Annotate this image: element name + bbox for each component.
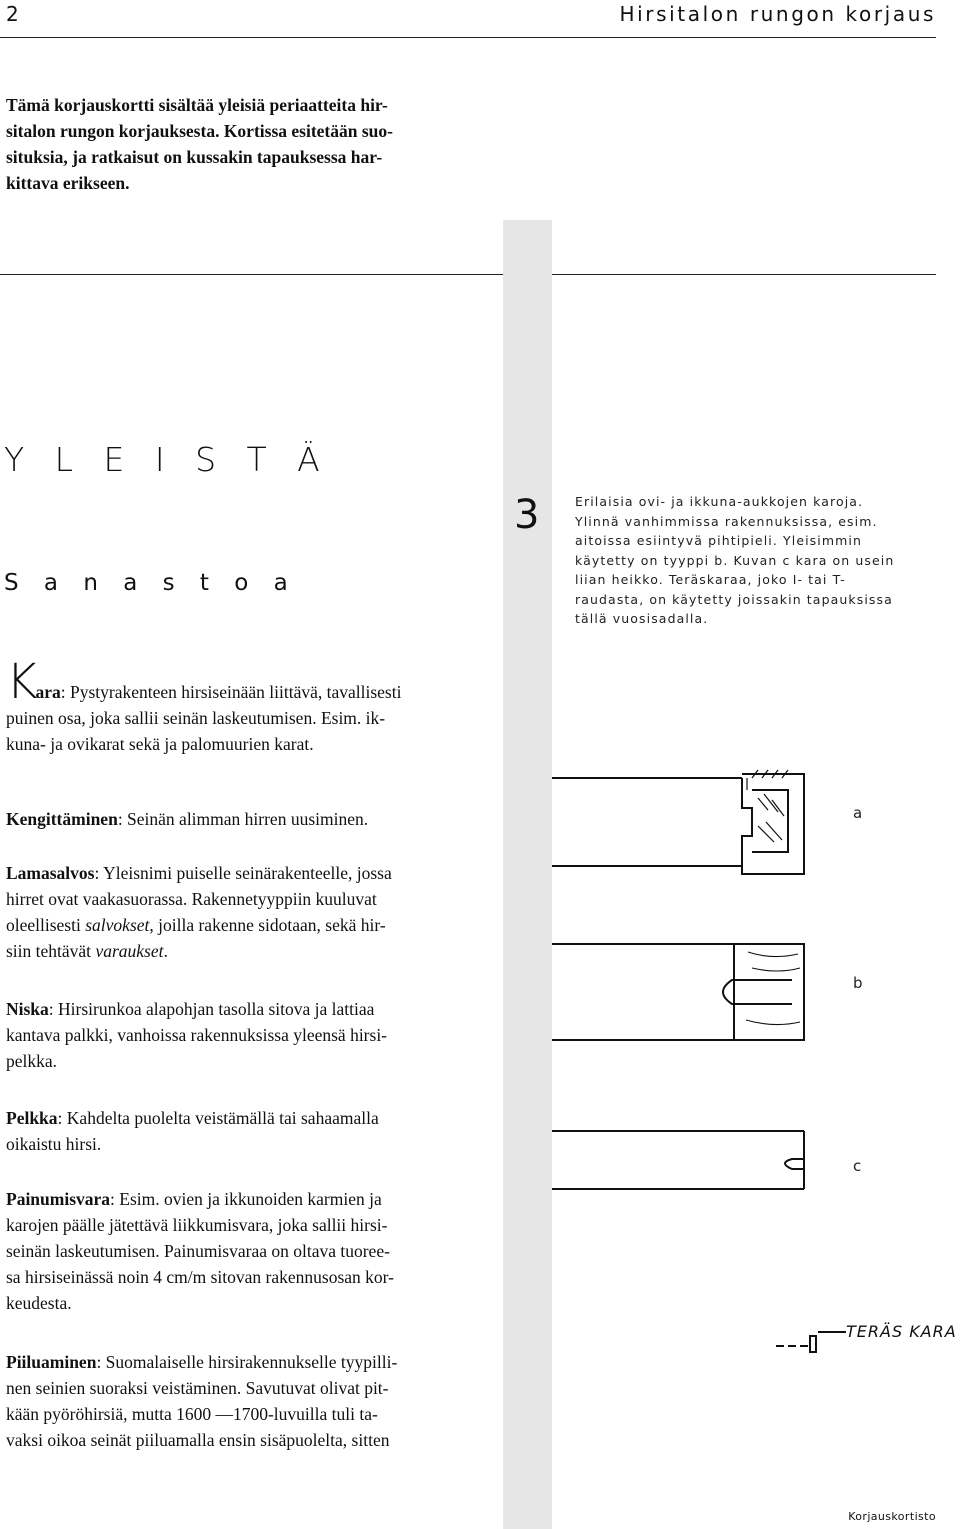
header-rule — [0, 37, 936, 38]
glossary-entry-kengittaminen — [6, 806, 446, 832]
term-definition: oleellisesti — [6, 915, 86, 935]
steel-tenon-label: TERÄS KARA — [846, 1322, 957, 1341]
caption-line: raudasta, on käytetty joissakin tapauksissa — [575, 591, 893, 607]
figure-label-b: b — [853, 974, 863, 992]
italic-term: salvokset — [85, 915, 150, 935]
drawing-steel-tenon — [774, 1318, 834, 1358]
caption-line: Erilaisia ovi- ja ikkuna-aukkojen karoja. — [575, 494, 864, 509]
term-definition: vaksi oikoa seinät piiluamalla ensin sisäpuolelta, sitten — [6, 1430, 390, 1450]
figure-caption — [575, 492, 905, 629]
running-title: Hirsitalon rungon korjaus — [619, 2, 936, 26]
drawing-b-rounded-tenon — [552, 940, 812, 1050]
intro-line: situksia, ja ratkaisut on kussakin tapauksessa har- — [6, 147, 383, 167]
footer-brand: Korjauskortisto — [848, 1510, 936, 1523]
term-name: ara — [35, 682, 61, 702]
intro-line: Tämä korjauskortti sisältää yleisiä periaatteita hir- — [6, 95, 388, 115]
caption-line: aitoissa esiintyvä pihtipieli. Yleisimmin — [575, 533, 863, 548]
term-name: Lamasalvos — [6, 863, 95, 883]
glossary-entry-kara — [6, 654, 446, 757]
gray-margin-band — [503, 220, 552, 1529]
drawing-a-pihtipieli — [552, 770, 812, 880]
term-definition: : Seinän alimman hirren uusiminen. — [117, 809, 369, 829]
italic-term: varaukset — [95, 941, 164, 961]
term-definition: : Pystyrakenteen hirsiseinään liittävä, tavallisesti — [60, 682, 402, 702]
term-definition: , joilla rakenne sidotaan, sekä hir- — [149, 915, 386, 935]
glossary-entry-pelkka — [6, 1105, 446, 1157]
term-definition: . — [163, 941, 168, 961]
term-definition: kään pyöröhirsiä, mutta 1600 —1700-luvuilla tuli ta- — [6, 1404, 378, 1424]
glossary-entry-niska — [6, 996, 446, 1074]
term-name: Kengittäminen — [6, 809, 118, 829]
caption-line: käytetty on tyyppi b. Kuvan c kara on usein — [575, 552, 895, 568]
term-definition: nen seinien suoraksi veistäminen. Savutuvat olivat pit- — [6, 1378, 389, 1398]
figure-label-a: a — [853, 804, 863, 822]
caption-line: tällä vuosisadalla. — [575, 611, 709, 626]
intro-paragraph — [6, 92, 446, 196]
term-name: Pelkka — [6, 1108, 58, 1128]
term-definition: : Kahdelta puolelta veistämällä tai sahaamalla — [57, 1108, 379, 1128]
section-subtitle: S a n a s t o a — [4, 570, 297, 596]
glossary-entry-painumisvara — [6, 1186, 446, 1316]
term-definition: : Suomalaiselle hirsirakennukselle tyypilli- — [96, 1352, 398, 1372]
caption-line: liian heikko. Teräskaraa, joko I- tai T- — [575, 572, 846, 587]
term-definition: siin tehtävät — [6, 941, 96, 961]
term-definition: pelkka. — [6, 1051, 58, 1071]
term-name: Painumisvara — [6, 1189, 111, 1209]
figure-number: 3 — [514, 492, 540, 538]
figure-label-c: c — [853, 1157, 862, 1175]
term-definition: keudesta. — [6, 1293, 72, 1313]
term-definition: puinen osa, joka sallii seinän laskeutumisen. Esim. ik- — [6, 708, 386, 728]
term-name: Niska — [6, 999, 49, 1019]
intro-line: kittava erikseen. — [6, 173, 130, 193]
term-definition: sa hirsiseinässä noin 4 cm/m sitovan rakennusosan kor- — [6, 1267, 394, 1287]
term-definition: karojen päälle jätettävä liikkumisvara, joka sallii hirsi- — [6, 1215, 388, 1235]
term-definition: kuna- ja ovikarat sekä ja palomuurien karat. — [6, 734, 314, 754]
page-number: 2 — [6, 2, 19, 26]
caption-line: Ylinnä vanhimmissa rakennuksissa, esim. — [575, 513, 878, 529]
term-definition: : Hirsirunkoa alapohjan tasolla sitova ja lattiaa — [48, 999, 375, 1019]
term-definition: oikaistu hirsi. — [6, 1134, 102, 1154]
section-rule-left — [0, 274, 503, 275]
term-name: Piiluaminen — [6, 1352, 97, 1372]
term-definition: : Yleisnimi puiselle seinärakenteelle, jossa — [94, 863, 392, 883]
section-rule-right — [552, 274, 936, 275]
term-definition: seinän laskeutumisen. Painumisvaraa on oltava tuoree- — [6, 1241, 390, 1261]
section-title: Y L E I S T Ä — [4, 440, 330, 479]
term-definition: hirret ovat vaakasuorassa. Rakennetyyppiin kuuluvat — [6, 889, 377, 909]
term-definition: kantava palkki, vanhoissa rakennuksissa yleensä hirsi- — [6, 1025, 388, 1045]
drawing-c-thin-tenon — [552, 1125, 812, 1205]
term-definition: : Esim. ovien ja ikkunoiden karmien ja — [110, 1189, 382, 1209]
glossary-entry-lamasalvos — [6, 860, 446, 964]
drop-cap: K — [6, 654, 38, 710]
glossary-entry-piiluaminen — [6, 1349, 446, 1453]
intro-line: sitalon rungon korjauksesta. Kortissa esitetään suo- — [6, 121, 393, 141]
